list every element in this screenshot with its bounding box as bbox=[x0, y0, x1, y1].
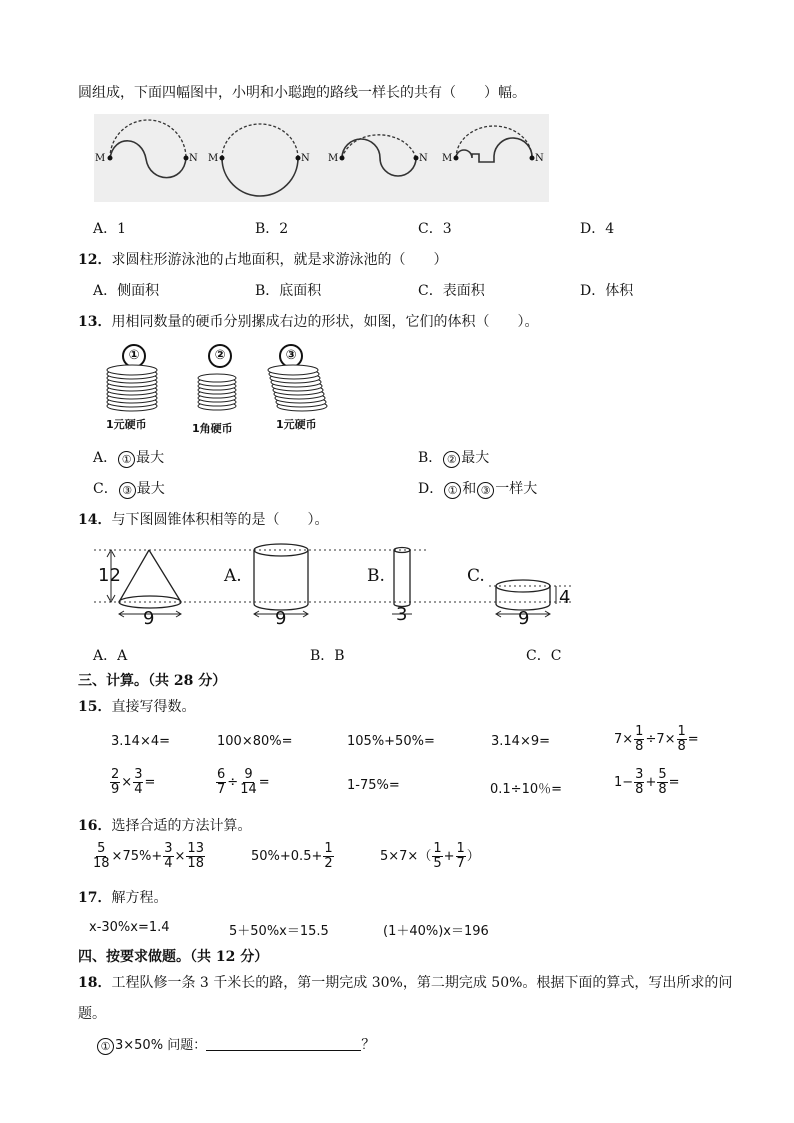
option-text: 一样大 bbox=[495, 481, 538, 497]
denominator: 18 bbox=[187, 856, 204, 871]
q14-option-b[interactable]: B．B bbox=[310, 648, 345, 664]
coin-caption-3: 1元硬币 bbox=[276, 418, 317, 431]
q13-option-a[interactable] bbox=[93, 447, 164, 468]
q18-text: 工程队修一条 3 千米长的路，第一期完成 30%，第二期完成 50%。根据下面的算式，写出所求的问 bbox=[111, 975, 733, 991]
calc-item bbox=[614, 768, 680, 797]
denominator: 18 bbox=[93, 856, 110, 871]
option-text: 最大 bbox=[136, 481, 165, 497]
q12-option-c[interactable]: C．表面积 bbox=[418, 283, 485, 299]
coin-stack-1-label: ① bbox=[122, 344, 146, 368]
expr-part: = bbox=[258, 775, 270, 790]
expr-part: 3×50% 问题： bbox=[115, 1038, 207, 1053]
circled-number: ① bbox=[97, 1038, 114, 1055]
denominator: 2 bbox=[324, 856, 333, 871]
question-number: 13． bbox=[78, 314, 112, 330]
fraction bbox=[657, 768, 667, 797]
cone-height-label: 12 bbox=[98, 565, 121, 586]
point-m-label: M bbox=[442, 153, 453, 164]
q13-question bbox=[78, 311, 538, 331]
circled-number: ③ bbox=[477, 482, 494, 499]
q12-option-b[interactable]: B．底面积 bbox=[255, 283, 322, 299]
expr-part: 5×7×（ bbox=[380, 849, 432, 864]
numerator: 5 bbox=[658, 767, 667, 782]
numerator: 3 bbox=[635, 767, 644, 782]
option-letter: A． bbox=[93, 450, 118, 466]
q11-option-c[interactable]: C．3 bbox=[418, 221, 452, 237]
fraction bbox=[92, 842, 111, 871]
q17-question bbox=[78, 887, 167, 907]
expr-part: + bbox=[645, 775, 657, 790]
expr-part: = bbox=[687, 732, 699, 747]
q17-text: 解方程。 bbox=[111, 890, 168, 906]
q13-option-b[interactable] bbox=[418, 447, 489, 468]
denominator: 8 bbox=[677, 739, 686, 754]
question-number: 15． bbox=[78, 699, 112, 715]
point-n-label: N bbox=[301, 153, 310, 164]
point-m-label: M bbox=[95, 153, 106, 164]
expr-part: = bbox=[668, 775, 680, 790]
solid-c-height-label: 4 bbox=[559, 587, 571, 608]
denominator: 8 bbox=[635, 782, 644, 797]
q13-text: 用相同数量的硬币分别摞成右边的形状，如图，它们的体积（ ）。 bbox=[111, 314, 539, 330]
q18-line1 bbox=[78, 972, 732, 992]
numerator: 13 bbox=[187, 841, 204, 856]
option-letter: D． bbox=[418, 481, 444, 497]
q11-text: 圆组成，下面四幅图中，小明和小聪跑的路线一样长的共有（ ）幅。 bbox=[78, 85, 526, 101]
q11-option-b[interactable]: B．2 bbox=[255, 221, 289, 237]
numerator: 1 bbox=[456, 841, 465, 856]
numerator: 3 bbox=[164, 841, 173, 856]
coin-stacks-figure bbox=[100, 364, 340, 414]
fraction bbox=[239, 768, 258, 797]
denominator: 7 bbox=[217, 782, 226, 797]
q14-question bbox=[78, 509, 328, 529]
q16-question bbox=[78, 815, 251, 835]
expr-part: ？ bbox=[361, 1037, 376, 1053]
fraction bbox=[323, 842, 333, 871]
point-n-label: N bbox=[535, 153, 544, 164]
denominator: 4 bbox=[134, 782, 143, 797]
fraction bbox=[432, 842, 442, 871]
q11-option-d[interactable]: D．4 bbox=[580, 221, 615, 237]
calc-item bbox=[109, 768, 155, 797]
numerator: 2 bbox=[111, 767, 120, 782]
q14-option-c[interactable]: C．C bbox=[526, 648, 562, 664]
calc-item: 3.14×4= bbox=[111, 734, 171, 749]
expr-part: + bbox=[443, 849, 455, 864]
calc-item bbox=[614, 725, 699, 754]
numerator: 9 bbox=[244, 767, 253, 782]
equation: x-30%x=1.4 bbox=[89, 920, 170, 935]
q13-option-d[interactable] bbox=[418, 478, 537, 499]
q13-option-c[interactable] bbox=[93, 478, 165, 499]
fraction bbox=[216, 768, 226, 797]
equation: (1＋40%)x＝196 bbox=[383, 924, 489, 939]
calc-item bbox=[91, 842, 206, 871]
expr-part: 7× bbox=[614, 732, 634, 747]
calc-item: 3.14×9= bbox=[491, 734, 551, 749]
q15-text: 直接写得数。 bbox=[111, 699, 196, 715]
coin-caption-1: 1元硬币 bbox=[106, 418, 147, 431]
numerator: 1 bbox=[635, 724, 644, 739]
denominator: 9 bbox=[111, 782, 120, 797]
fraction bbox=[163, 842, 173, 871]
denominator: 7 bbox=[456, 856, 465, 871]
calc-item: 105%+50%= bbox=[347, 734, 435, 749]
numerator: 6 bbox=[217, 767, 226, 782]
solid-a-base-label: 9 bbox=[275, 608, 287, 629]
q18-subquestion-1 bbox=[96, 1034, 375, 1055]
fraction bbox=[110, 768, 120, 797]
q11-option-a[interactable]: A．1 bbox=[93, 221, 127, 237]
q14-text: 与下图圆锥体积相等的是（ ）。 bbox=[111, 512, 329, 528]
expr-part: ） bbox=[466, 849, 480, 864]
q11-route-figures bbox=[94, 114, 549, 202]
equation: 5＋50%x＝15.5 bbox=[229, 924, 329, 939]
cone-base-label: 9 bbox=[143, 608, 155, 629]
expr-part: = bbox=[144, 775, 156, 790]
expr-part: × bbox=[121, 775, 133, 790]
expr-part: 1− bbox=[614, 775, 634, 790]
fraction bbox=[634, 725, 644, 754]
expr-part: ×75%+ bbox=[111, 849, 163, 864]
solid-c-label: C. bbox=[467, 566, 485, 586]
fraction bbox=[677, 725, 687, 754]
question-number: 17． bbox=[78, 890, 112, 906]
calc-item bbox=[215, 768, 270, 797]
calc-item bbox=[251, 842, 335, 871]
q16-text: 选择合适的方法计算。 bbox=[111, 818, 252, 834]
numerator: 5 bbox=[97, 841, 106, 856]
point-n-label: N bbox=[189, 153, 198, 164]
q12-option-d[interactable]: D．体积 bbox=[580, 283, 634, 299]
calc-item: 1-75%= bbox=[347, 778, 400, 793]
numerator: 1 bbox=[677, 724, 686, 739]
circled-number: ① bbox=[444, 482, 461, 499]
calc-item: 0.1÷10％= bbox=[490, 782, 563, 797]
denominator: 5 bbox=[433, 856, 442, 871]
point-m-label: M bbox=[208, 153, 219, 164]
denominator: 8 bbox=[658, 782, 667, 797]
fraction bbox=[186, 842, 205, 871]
numerator: 1 bbox=[433, 841, 442, 856]
circled-number: ① bbox=[118, 451, 135, 468]
coin-caption-2: 1角硬币 bbox=[192, 422, 233, 435]
option-letter: C． bbox=[93, 481, 118, 497]
solid-b-base-label: 3 bbox=[396, 604, 408, 625]
q18-line2: 题。 bbox=[78, 1006, 106, 1022]
fraction bbox=[456, 842, 466, 871]
solid-b-label: B. bbox=[367, 566, 385, 586]
question-number: 18． bbox=[78, 975, 112, 991]
coin-stack-2-label: ② bbox=[208, 344, 232, 368]
question-number: 12． bbox=[78, 252, 112, 268]
solid-a-label: A. bbox=[224, 566, 242, 586]
denominator: 4 bbox=[164, 856, 173, 871]
question-number: 14． bbox=[78, 512, 112, 528]
question-number: 16． bbox=[78, 818, 112, 834]
fraction bbox=[634, 768, 644, 797]
denominator: 8 bbox=[635, 739, 644, 754]
numerator: 3 bbox=[134, 767, 143, 782]
answer-blank[interactable] bbox=[206, 1036, 361, 1051]
q12-question bbox=[78, 249, 447, 269]
expr-part: × bbox=[174, 849, 186, 864]
expr-part: ÷ bbox=[227, 775, 239, 790]
solid-c-base-label: 9 bbox=[518, 608, 530, 629]
circled-number: ② bbox=[443, 451, 460, 468]
option-text: 最大 bbox=[136, 450, 165, 466]
point-m-label: M bbox=[328, 153, 339, 164]
q14-option-a[interactable]: A．A bbox=[93, 648, 128, 664]
fraction bbox=[133, 768, 143, 797]
expr-part: 50%+0.5+ bbox=[251, 849, 323, 864]
solids-figure bbox=[94, 540, 584, 630]
section-4-heading: 四、按要求做题。（共 12 分） bbox=[78, 949, 269, 965]
q12-text: 求圆柱形游泳池的占地面积，就是求游泳池的（ ） bbox=[111, 252, 448, 268]
q12-option-a[interactable]: A．侧面积 bbox=[93, 283, 160, 299]
circled-number: ③ bbox=[119, 482, 136, 499]
calc-item bbox=[380, 842, 480, 871]
option-letter: B． bbox=[418, 450, 443, 466]
numerator: 1 bbox=[324, 841, 333, 856]
calc-item: 100×80%= bbox=[217, 734, 293, 749]
section-3-heading: 三、计算。（共 28 分） bbox=[78, 673, 227, 689]
option-text: 最大 bbox=[461, 450, 490, 466]
expr-part: ÷7× bbox=[645, 732, 676, 747]
q15-question bbox=[78, 696, 195, 716]
coin-stack-3-label: ③ bbox=[279, 344, 303, 368]
denominator: 14 bbox=[240, 782, 257, 797]
point-n-label: N bbox=[419, 153, 428, 164]
option-text: 和 bbox=[462, 481, 477, 497]
